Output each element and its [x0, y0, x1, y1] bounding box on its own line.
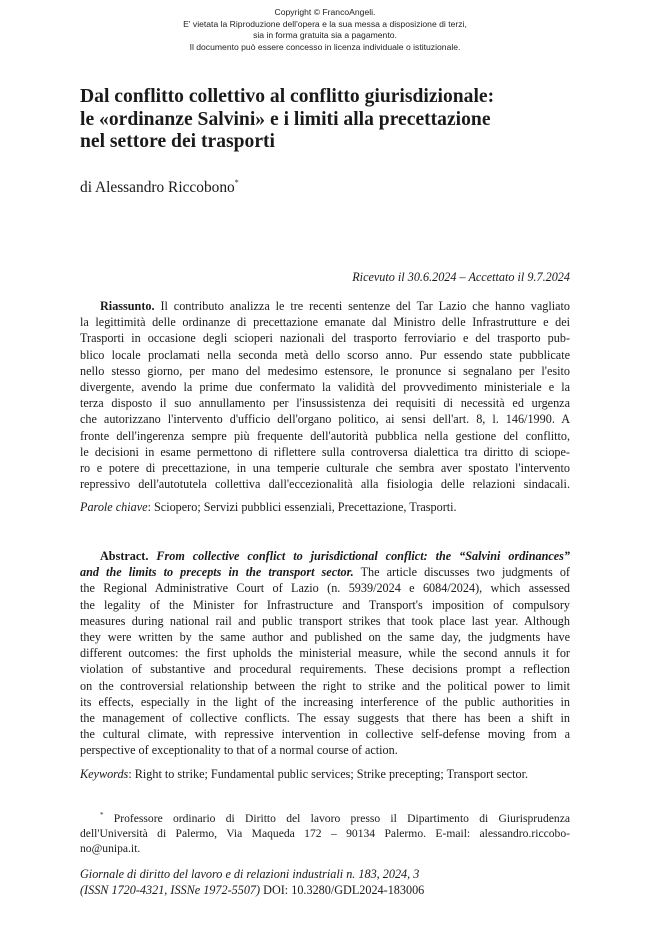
parole-chiave — [80, 500, 457, 515]
footnote-line: dell'Università di Palermo, Via Maqueda 172 – 90134 Palermo. E-mail: alessandro.riccobo- — [80, 827, 570, 840]
abstract-english-title: and the limits to precepts in the transport sector. — [80, 565, 354, 580]
abstract-line: perspective of exceptionality to that of a normal course of action. — [80, 743, 398, 758]
copyright-line: Il documento può essere concesso in licenza individuale o istituzionale. — [189, 41, 461, 52]
abstract-line: violation of substantive and procedural requirements. These decisions prompt a reflection — [80, 662, 570, 677]
abstract-paragraph — [80, 548, 570, 759]
riassunto-line: divergente, avendo la prime due confermato la validità del provvedimento ministeriale e la — [80, 380, 570, 395]
author-name: di Alessandro Riccobono — [80, 179, 235, 196]
abstract-line: they were written by the same author and published on the same day, the judgments have — [80, 630, 570, 645]
abstract-english-title: From collective conflict to jurisdictional conflict: the “Salvini ordinances” — [156, 549, 570, 563]
riassunto-paragraph — [80, 298, 570, 492]
riassunto-line: Trasporti in occasione degli scioperi nazionali del trasporto ferroviario e del trasporto pub- — [80, 331, 570, 346]
received-accepted-dates: Ricevuto il 30.6.2024 – Accettato il 9.7.2024 — [352, 270, 570, 284]
keywords-label: Keywords — [80, 767, 129, 781]
riassunto-line: la legittimità delle ordinanze di precettazione emanate dal Ministro delle Infrastrutture e dei — [80, 315, 570, 330]
abstract-line: the management of collective conflicts. The essay suggests that there has been a shift in — [80, 711, 570, 726]
journal-doi: DOI: 10.3280/GDL2024-183006 — [260, 883, 425, 897]
title-line: nel settore dei trasporti — [80, 131, 275, 152]
footnote-line: no@unipa.it. — [80, 842, 141, 855]
keywords-text: : Right to strike; Fundamental public services; Strike precepting; Transport sector. — [128, 767, 529, 781]
journal-title-line: Giornale di diritto del lavoro e di relazioni industriali n. 183, 2024, 3 — [80, 867, 420, 881]
title-line: le «ordinanze Salvini» e i limiti alla precettazione — [80, 108, 491, 130]
author-footnote — [80, 808, 570, 856]
riassunto-line: fronte dell'ingerenza sempre più frequente dell'autorità pubblica nella gestione del conflitto, — [80, 428, 570, 443]
author-byline — [80, 174, 239, 197]
copyright-notice — [0, 7, 650, 53]
abstract-line: different outcomes: the first upholds the ministerial measure, while the second annuls it for — [80, 646, 570, 661]
parole-chiave-label: Parole chiave — [80, 500, 148, 514]
journal-issn: (ISSN 1720-4321, ISSNe 1972-5507) — [80, 883, 261, 897]
journal-citation — [80, 866, 424, 898]
copyright-line: Copyright © FrancoAngeli. — [274, 7, 376, 17]
riassunto-line: le decisioni in esame permettono di riflettere sulla controversa dialettica tra diritto di sciope- — [80, 444, 570, 459]
abstract-line: and the limits to precepts in the transport sector. The article discusses two judgments of — [80, 565, 570, 580]
journal-issn-doi-line — [80, 882, 424, 898]
title-line: Dal conflitto collettivo al conflitto giurisdizionale: — [80, 86, 495, 107]
riassunto-line: che autorizzano l'intervento d'ufficio dell'organo politico, ai sensi dell'art. 8, l. 146/1990. A — [80, 412, 570, 427]
riassunto-label: Riassunto. — [100, 299, 155, 313]
abstract-line: the legality of the Minister for Infrastructure and Transport's imposition of compulsory — [80, 597, 570, 612]
abstract-line: the Regional Administrative Court of Lazio (n. 5939/2024 e 6084/2024), which assessed — [80, 581, 570, 596]
riassunto-line: terza disposto il suo annullamento per l'insussistenza dei requisiti di necessità ed urgenza — [80, 396, 570, 411]
author-footnote-mark: * — [234, 178, 239, 187]
parole-chiave-text: : Sciopero; Servizi pubblici essenziali, Precettazione, Trasporti. — [147, 500, 457, 514]
copyright-line: sia in forma gratuita sia a pagamento. — [253, 30, 397, 41]
abstract-line: measures during national rail and public transport strikes that took place last year. Although — [80, 613, 570, 628]
article-title — [80, 86, 580, 154]
riassunto-line: nello stesso giorno, per mano del medesimo estensore, le pronunce si segnalano per l'esito — [80, 363, 570, 378]
footnote-line: * Professore ordinario di Diritto del lavoro presso il Dipartimento di Giurisprudenza — [100, 811, 570, 825]
riassunto-line: blico locale proclamati nella seconda metà dello scorso anno. Pur essendo state pubblicate — [80, 347, 570, 362]
abstract-line: its effects, especially in the light of the increasing interference of the public authorities in — [80, 694, 570, 709]
abstract-line: on the controversial relationship between the right to strike and the political power to limit — [80, 678, 570, 693]
abstract-label: Abstract. — [100, 549, 149, 563]
riassunto-line: repressivo dell'autotutela collettiva dall'eccezionalità alla fisiologia delle relazioni sindacali. — [80, 477, 570, 492]
abstract-line — [80, 548, 570, 564]
keywords — [80, 767, 528, 782]
riassunto-line: Riassunto. Il contributo analizza le tre recenti sentenze del Tar Lazio che hanno vagliato — [100, 299, 571, 313]
abstract-line: the cultural climate, with repressive intervention in collective self-defense moving from a — [80, 727, 570, 742]
footnote-mark: * — [100, 811, 104, 819]
copyright-line: E' vietata la Riproduzione dell'opera e la sua messa a disposizione di terzi, — [183, 18, 467, 29]
riassunto-line: ro e potere di precettazione, in una temperie culturale che sembra aver spostato l'intervento — [80, 461, 570, 476]
